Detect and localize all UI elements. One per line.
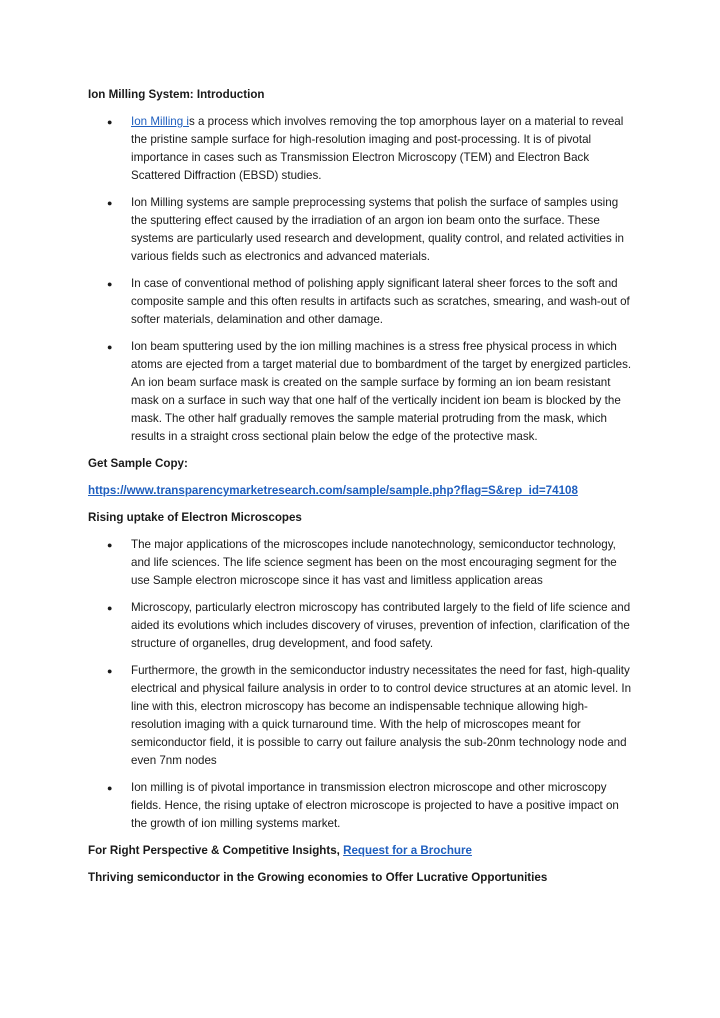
bullet-icon: ● [107, 666, 113, 676]
thriving-heading: Thriving semiconductor in the Growing economies to Offer Lucrative Opportunities [88, 871, 548, 884]
list-item-text: Ion beam sputtering used by the ion milling machines is a stress free physical process in which atoms are ejected from a target material due to bombardment of the target by energized particles. An ion beam surface mask is created on the sample surface by forming an ion beam resistant mask on a surface in such way that one half of the vertically incident ion beam is blocked by the mask. The other half gradually removes the sample material protruding from the mask, which results in a straight cross sectional plain below the edge of the protective mask. [131, 340, 632, 443]
sample-heading: Get Sample Copy: [88, 457, 188, 470]
rising-bullet-list [88, 536, 634, 833]
insights-text: For Right Perspective & Competitive Insights, [88, 844, 344, 857]
intro-bullet-list [88, 113, 634, 446]
sample-url-paragraph [88, 482, 634, 500]
request-brochure-link[interactable]: Request for a Brochure [343, 844, 472, 857]
document-page [88, 86, 634, 896]
list-item-text: The major applications of the microscopes include nanotechnology, semiconductor technology, and life sciences. The life science segment has been on the most encouraging segment for the use Sample electron microscope since it has vast and limitless application areas [131, 538, 617, 587]
bullet-icon: ● [107, 540, 113, 550]
list-item [88, 536, 634, 590]
list-item [88, 662, 634, 770]
list-item-text: Ion milling is of pivotal importance in transmission electron microscope and other microscopy fields. Hence, the rising uptake of electron microscope is projected to have a positive impact on the growth of ion milling systems market. [131, 781, 619, 830]
bullet-icon: ● [107, 279, 113, 289]
intro-heading: Ion Milling System: Introduction [88, 88, 265, 101]
bullet-icon: ● [107, 603, 113, 613]
list-item-text: In case of conventional method of polishing apply significant lateral sheer forces to the soft and composite sample and this often results in artifacts such as scratches, smearing, and wash-out of softer materials, delamination and other damage. [131, 277, 630, 326]
bullet-icon: ● [107, 342, 113, 352]
list-item [88, 338, 634, 446]
bullet-icon: ● [107, 198, 113, 208]
rising-heading: Rising uptake of Electron Microscopes [88, 511, 302, 524]
ion-milling-link[interactable]: Ion Milling i [131, 115, 189, 128]
list-item-text: Furthermore, the growth in the semiconductor industry necessitates the need for fast, high-quality electrical and physical failure analysis in order to to control device structures at an atomic level. In line with this, electron microscopy has become an indispensable technique allowing high-resolution imaging with a quick turnaround time. With the help of microscopes meant for semiconductor field, it is possible to carry out failure analysis the sub-20nm technology node and even 7nm nodes [131, 664, 632, 767]
list-item [88, 275, 634, 329]
sample-url-link[interactable]: https://www.transparencymarketresearch.com/sample/sample.php?flag=S&rep_id=74108 [88, 484, 578, 497]
list-item [88, 779, 634, 833]
bullet-icon: ● [107, 117, 113, 127]
insights-paragraph [88, 842, 634, 860]
bullet-icon: ● [107, 783, 113, 793]
list-item [88, 113, 634, 185]
list-item [88, 599, 634, 653]
list-item-text: Ion Milling systems are sample preprocessing systems that polish the surface of samples using the sputtering effect caused by the irradiation of an argon ion beam onto the surface. These systems are particularly used research and development, quality control, and related activities in various fields such as electronics and advanced materials. [131, 196, 624, 263]
list-item [88, 194, 634, 266]
list-item-text: Microscopy, particularly electron microscopy has contributed largely to the field of life science and aided its evolutions which includes discovery of viruses, prevention of infection, clarification of the structure of organelles, drug development, and food safety. [131, 601, 631, 650]
list-item-text: s a process which involves removing the top amorphous layer on a material to reveal the pristine sample surface for high-resolution imaging and post-processing. It is of pivotal importance in cases such as Transmission Electron Microscopy (TEM) and Electron Back Scattered Diffraction (EBSD) studies. [131, 115, 624, 182]
